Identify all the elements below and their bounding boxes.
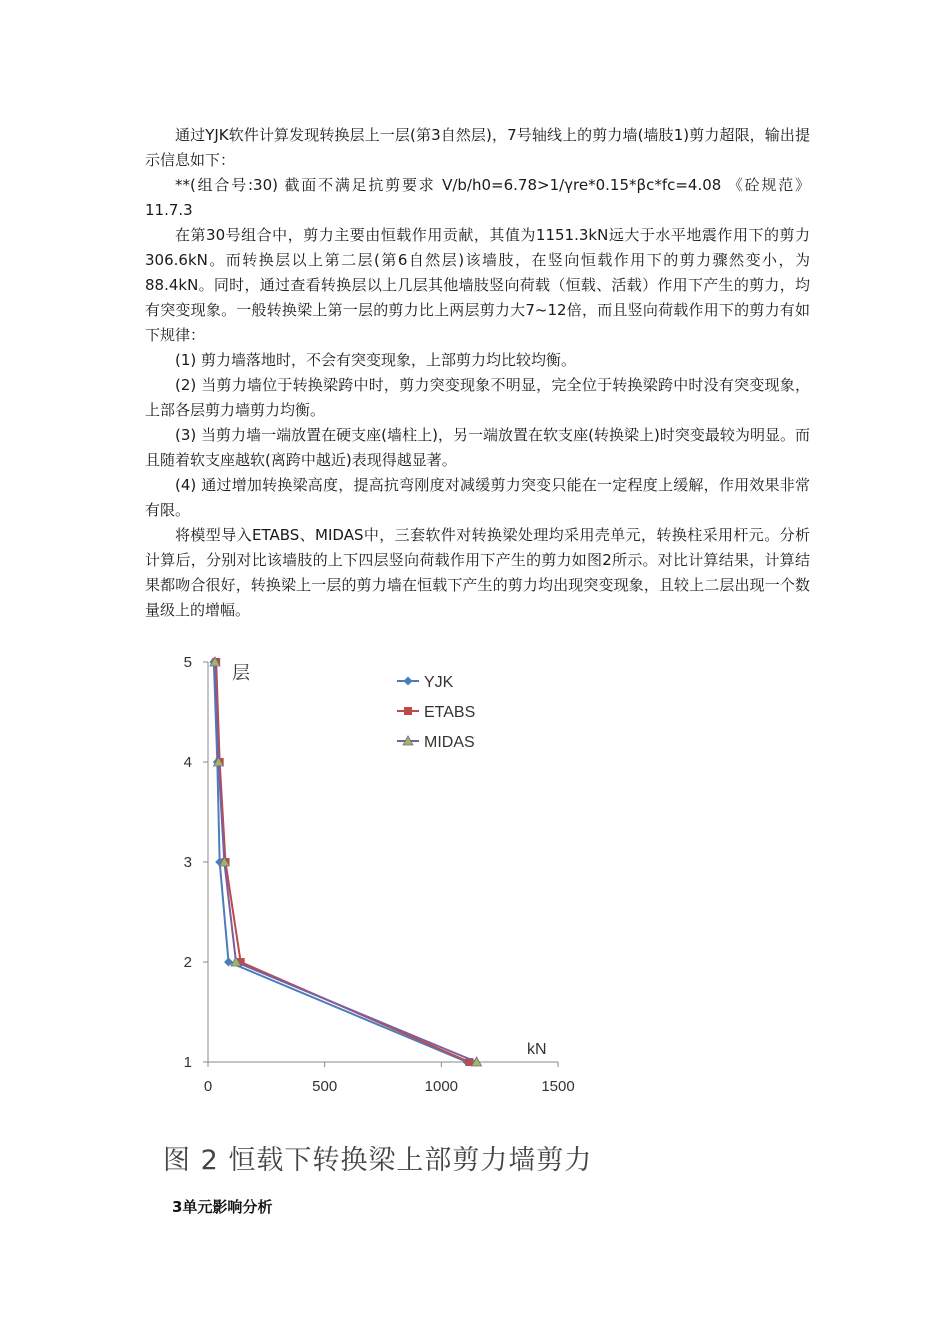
paragraph-rule-4: (4) 通过增加转换梁高度，提高抗弯刚度对减缓剪力突变只能在一定程度上缓解，作用效果非常有限。 bbox=[145, 476, 810, 519]
shear-force-chart bbox=[160, 645, 590, 1105]
series-line-yjk bbox=[214, 662, 467, 1062]
series-line-midas bbox=[215, 662, 477, 1062]
section-heading: 3单元影响分析 bbox=[172, 1198, 273, 1216]
figure-2 bbox=[160, 645, 590, 1105]
body-text bbox=[145, 123, 810, 623]
x-tick-label: 0 bbox=[203, 1078, 213, 1095]
legend-marker-etabs bbox=[404, 707, 412, 715]
legend-label-etabs: ETABS bbox=[424, 704, 476, 721]
legend-label-yjk: YJK bbox=[424, 674, 454, 691]
y-tick-label: 5 bbox=[183, 654, 192, 671]
y-tick-label: 1 bbox=[183, 1054, 192, 1071]
y-tick-label: 4 bbox=[183, 754, 192, 771]
y-tick-label: 2 bbox=[183, 954, 192, 971]
legend-label-midas: MIDAS bbox=[424, 734, 475, 751]
y-axis-label: 层 bbox=[232, 663, 250, 684]
x-tick-label: 500 bbox=[312, 1078, 338, 1095]
paragraph-rule-3: (3) 当剪力墙一端放置在硬支座(墙柱上)，另一端放置在软支座(转换梁上)时突变最较为明显。而且随着软支座越软(离跨中越近)表现得越显著。 bbox=[145, 426, 810, 469]
paragraph-comparison: 将模型导入ETABS、MIDAS中，三套软件对转换梁处理均采用壳单元，转换柱采用杆元。分析计算后，分别对比该墙肢的上下四层竖向荷载作用下产生的剪力如图2所示。对比计算结果，计算结果都吻合很好，转换梁上一层的剪力墙在恒载下产生的剪力均出现突变现象，且较上二层出现一个数量级上的增幅。 bbox=[145, 526, 810, 619]
legend-marker-yjk bbox=[404, 677, 413, 686]
paragraph-intro: 通过YJK软件计算发现转换层上一层(第3自然层)，7号轴线上的剪力墙(墙肢1)剪力超限，输出提示信息如下： bbox=[145, 126, 810, 169]
y-tick-label: 3 bbox=[183, 854, 192, 871]
x-tick-label: 1500 bbox=[541, 1078, 575, 1095]
x-axis-label: kN bbox=[527, 1041, 547, 1058]
figure-caption: 图 2 恒载下转换梁上部剪力墙剪力 bbox=[163, 1145, 593, 1176]
paragraph-warning: **(组合号:30) 截面不满足抗剪要求 V/b/h0=6.78>1/γre*0.15*βc*fc=4.08 《砼规范》11.7.3 bbox=[145, 176, 810, 219]
paragraph-rule-1: (1) 剪力墙落地时，不会有突变现象，上部剪力均比较均衡。 bbox=[175, 351, 577, 369]
paragraph-combination: 在第30号组合中，剪力主要由恒载作用贡献，其值为1151.3kN远大于水平地震作用下的剪力306.6kN。而转换层以上第二层(第6自然层)该墙肢，在竖向恒载作用下的剪力骤然变小，为88.4kN。同时，通过查看转换层以上几层其他墙肢竖向荷载（恒载、活载）作用下产生的剪力，均有突变现象。一般转换梁上第一层的剪力比上两层剪力大7~12倍，而且竖向荷载作用下的剪力有如下规律： bbox=[145, 226, 810, 344]
x-tick-label: 1000 bbox=[424, 1078, 459, 1095]
paragraph-rule-2: (2) 当剪力墙位于转换梁跨中时，剪力突变现象不明显，完全位于转换梁跨中时没有突变现象，上部各层剪力墙剪力均衡。 bbox=[145, 376, 810, 419]
series-line-etabs bbox=[216, 662, 469, 1062]
